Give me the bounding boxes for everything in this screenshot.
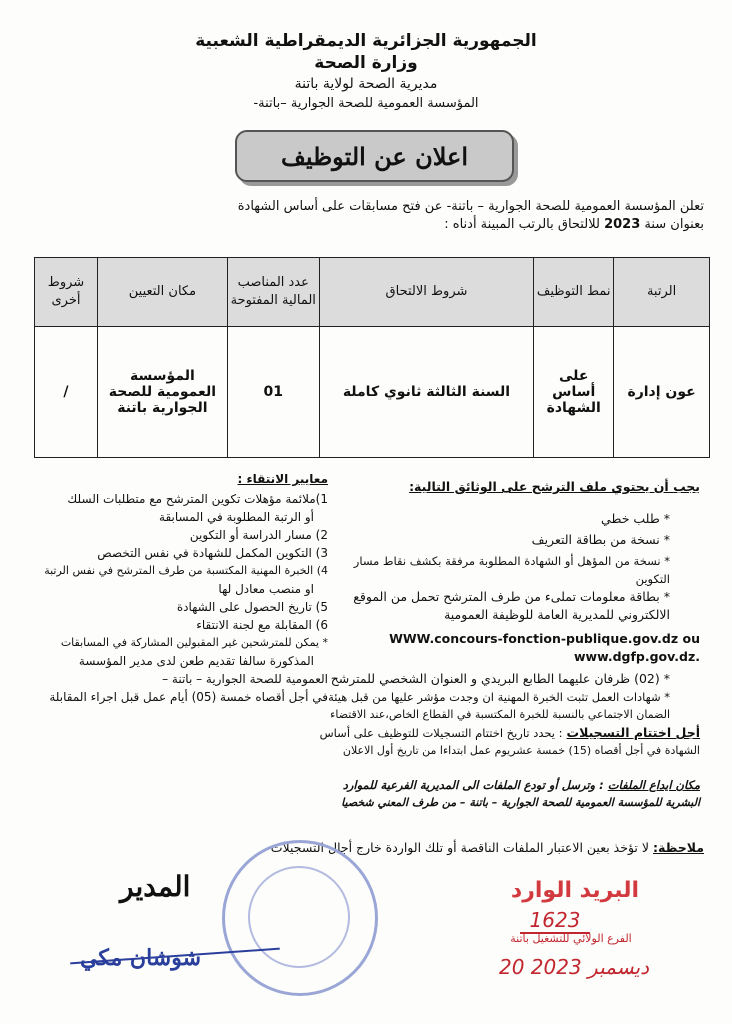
header-positions-count: عدد المناصب المالية المفتوحة	[227, 258, 319, 327]
deposit-label: مكان ايداع الملفات	[607, 778, 700, 792]
url-2[interactable]: www.dgfp.gov.dz.	[573, 649, 700, 664]
criteria-item: 1)ملائمة مؤهلات تكوين المترشح مع متطلبات السلك	[67, 492, 328, 506]
incoming-mail-stamp-title: البريد الوارد	[510, 878, 640, 903]
doc-item: * (02) ظرفان عليهما الطابع البريدي و العنوان الشخصي للمترشح	[330, 671, 670, 686]
republic-name: الجمهورية الجزائرية الديمقراطية الشعبية	[195, 31, 537, 51]
criteria-item: او منصب معادل لها	[218, 582, 314, 596]
intro-pre: بعنوان سنة	[644, 217, 704, 232]
doc-item: * نسخة من المؤهل أو الشهادة المطلوبة مرفقة بكشف نقاط مسار التكوين	[353, 554, 670, 586]
criteria-item: أو الرتبة المطلوبة في المسابقة	[159, 510, 314, 524]
selection-criteria-section	[28, 470, 328, 706]
intro-year: 2023	[604, 217, 641, 232]
positions-table	[34, 257, 710, 458]
cell-positions-count: 01	[227, 327, 319, 458]
intro-paragraph	[30, 198, 704, 234]
table-row	[35, 327, 710, 458]
criteria-item: في أجل أقصاه خمسة (05) أيام عمل قبل اجراء المقابلة	[49, 690, 328, 704]
ministry-name: وزارة الصحة	[314, 53, 418, 73]
header-other-conditions: شروط أخرى	[35, 258, 98, 327]
incoming-mail-number: 1623	[520, 908, 590, 934]
criteria-item: 3) التكوين المكمل للشهادة في نفس التخصص	[97, 546, 328, 560]
documents-heading: يجب أن يحتوي ملف الترشح على الوثائق التالية:	[409, 479, 700, 494]
deadline-block	[318, 724, 700, 742]
cell-placement: المؤسسة العمومية للصحة الجوارية باتنة	[97, 327, 227, 458]
website-urls	[318, 630, 700, 666]
intro-line-2	[30, 216, 704, 234]
deadline-text-2: الشهادة في أجل أقصاه (15) خمسة عشريوم عمل ابتداءا من تاريخ أول الاعلان	[342, 744, 700, 757]
director-title: المدير	[120, 870, 191, 903]
cell-conditions: السنة الثالثة ثانوي كاملة	[319, 327, 534, 458]
note	[30, 840, 704, 855]
deposit-block	[318, 776, 700, 794]
establishment-name: المؤسسة العمومية للصحة الجوارية –باتنة-	[253, 96, 479, 111]
deposit-text-2: البشرية للمؤسسة العمومية للصحة الجوارية – باتنة – من طرف المعني شخصيا	[341, 796, 700, 809]
seal-text	[250, 905, 345, 918]
deadline-text: : يحدد تاريخ اختتام التسجيلات للتوظيف على أساس	[319, 726, 563, 740]
table-header-row	[35, 258, 710, 327]
directorate-name: مديرية الصحة لولاية باتنة	[294, 76, 438, 92]
criteria-item: المذكورة سالفا تقديم طعن لدى مدير المؤسسة	[78, 654, 314, 668]
doc-item: * نسخة من بطاقة التعريف	[531, 532, 670, 547]
url-1[interactable]: WWW.concours-fonction-publique.gov.dz	[389, 631, 679, 646]
doc-item: * طلب خطي	[601, 511, 670, 526]
deadline-label: أجل اختتام التسجيلات	[566, 725, 700, 740]
announcement-title: اعلان عن التوظيف	[235, 130, 514, 182]
deposit-text: : وترسل أو تودع الملفات الى المديرية الفرعية للموارد	[342, 778, 604, 792]
document-header	[0, 30, 732, 114]
cell-recruitment-mode: على أساس الشهادة	[534, 327, 614, 458]
criteria-heading: معايير الانتقاء :	[237, 472, 328, 486]
incoming-mail-date: 20 ديسمبر 2023	[498, 955, 650, 979]
cell-grade: عون إدارة	[614, 327, 710, 458]
intro-post: للالتحاق بالرتب المبينة أدناه :	[444, 217, 600, 232]
incoming-mail-office: الفرع الولائي للتشغيل باتنة	[510, 932, 632, 945]
header-grade: الرتبة	[614, 258, 710, 327]
intro-line-1: تعلن المؤسسة العمومية للصحة الجوارية – باتنة- عن فتح مسابقات على أساس الشهادة	[237, 199, 704, 214]
doc-item: * بطاقة معلومات تملىء من طرف المترشح تحمل من الموقع	[353, 589, 670, 604]
note-label: ملاحظة:	[653, 840, 704, 855]
criteria-item: 5) تاريخ الحصول على الشهادة	[176, 600, 328, 614]
doc-item: الالكتروني للمديرية العامة للوظيفة العمومية	[444, 607, 670, 622]
director-name: شوشان مكي	[80, 945, 202, 971]
criteria-item: * يمكن للمترشحين غير المقبولين المشاركة في المسابقات	[60, 636, 328, 649]
criteria-item: 4) الخبرة المهنية المكتسبة من طرف المترشح في نفس الرتبة	[44, 564, 328, 577]
documents-section	[318, 478, 700, 812]
header-conditions: شروط الالتحاق	[319, 258, 534, 327]
criteria-item: 2) مسار الدراسة أو التكوين	[189, 528, 328, 542]
cell-other-conditions: /	[35, 327, 98, 458]
header-recruitment-mode: نمط التوظيف	[534, 258, 614, 327]
criteria-item: العمومية للصحة الجوارية – باتنة –	[162, 672, 328, 686]
criteria-item: 6) المقابلة مع لجنة الانتقاء	[196, 618, 328, 632]
note-text: لا تؤخذ بعين الاعتبار الملفات الناقصة أو تلك الواردة خارج أجال التسجيلات	[270, 840, 650, 855]
doc-item: * شهادات العمل تثبت الخبرة المهنية ان وجدت مؤشر عليها من قبل هيئة	[328, 690, 670, 704]
url-or: ou	[682, 631, 700, 646]
header-placement: مكان التعيين	[97, 258, 227, 327]
doc-item: الضمان الاجتماعي بالنسبة للخبرة المكتسبة في القطاع الخاص،عند الاقتضاء	[330, 708, 670, 721]
